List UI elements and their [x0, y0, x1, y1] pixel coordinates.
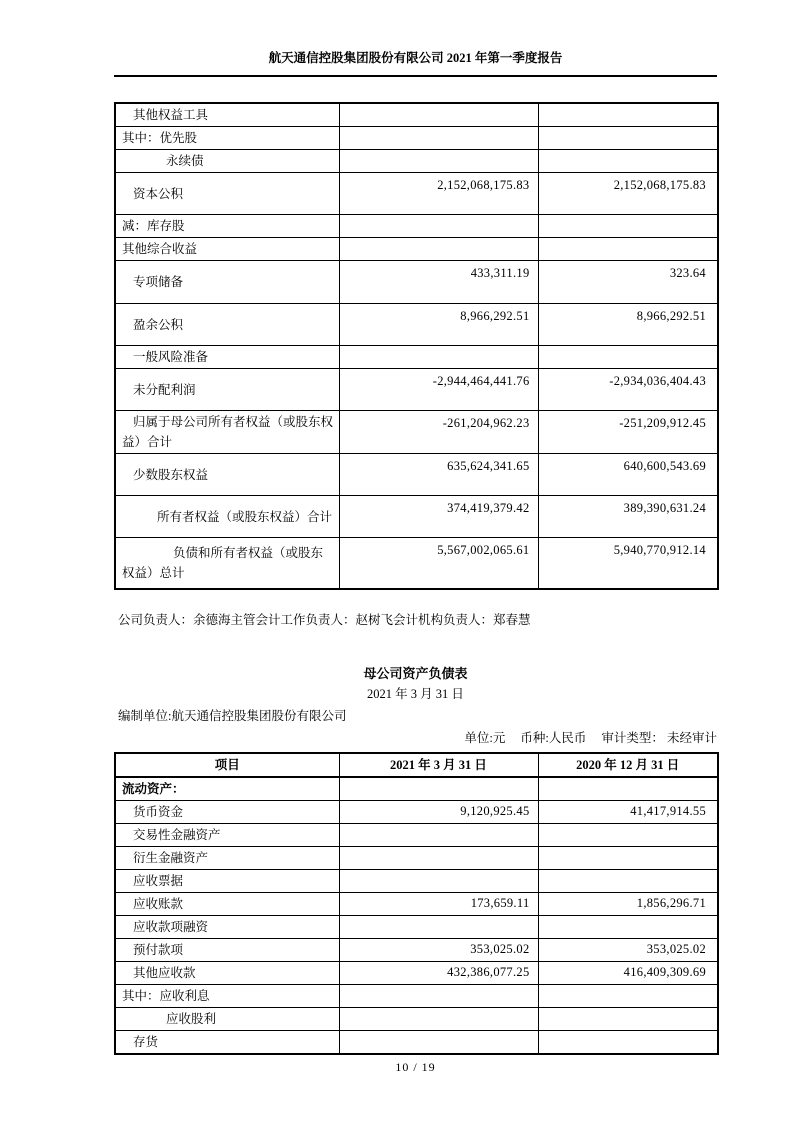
value-2021 [339, 238, 538, 261]
table-row [115, 1007, 718, 1030]
table-header-row [115, 753, 718, 777]
value-2020: 5,940,770,912.14 [538, 538, 718, 589]
value-2020 [538, 984, 718, 1007]
value-2020: 1,856,296.71 [538, 892, 718, 915]
value-2020 [538, 846, 718, 869]
value-2020: 640,600,543.69 [538, 454, 718, 496]
row-label: 交易性金融资产 [115, 823, 339, 846]
value-2021 [339, 150, 538, 173]
value-2021 [339, 777, 538, 801]
row-label: 资本公积 [115, 173, 339, 215]
table-row [115, 173, 718, 215]
unit-label: 单位:元 [464, 730, 506, 745]
row-label: 少数股东权益 [115, 454, 339, 496]
row-label: 应收股利 [115, 1007, 339, 1030]
value-2021 [339, 984, 538, 1007]
row-label: 减：库存股 [115, 215, 339, 238]
table-row [115, 777, 718, 801]
table-row [115, 800, 718, 823]
value-2021: 433,311.19 [339, 261, 538, 304]
value-2021 [339, 127, 538, 150]
row-label: 其中：优先股 [115, 127, 339, 150]
value-2020: 41,417,914.55 [538, 800, 718, 823]
value-2020 [538, 238, 718, 261]
row-label: 专项储备 [115, 261, 339, 304]
table-row [115, 496, 718, 538]
table-row [115, 1030, 718, 1054]
value-2021: 353,025.02 [339, 938, 538, 961]
table-row [115, 103, 718, 127]
column-header-2020: 2020 年 12 月 31 日 [538, 753, 718, 777]
value-2021: 432,386,077.25 [339, 961, 538, 984]
row-label: 其他权益工具 [115, 103, 339, 127]
value-2021 [339, 103, 538, 127]
row-label: 货币资金 [115, 800, 339, 823]
table-row [115, 150, 718, 173]
value-2020 [538, 103, 718, 127]
value-2020 [538, 777, 718, 801]
value-2021: 2,152,068,175.83 [339, 173, 538, 215]
table-row [115, 984, 718, 1007]
value-2020: -2,934,036,404.43 [538, 369, 718, 411]
page-number: 10 / 19 [395, 1059, 436, 1074]
value-2021: 5,567,002,065.61 [339, 538, 538, 589]
table-row [115, 411, 718, 454]
statement-title: 母公司资产负债表 [363, 665, 468, 681]
value-2021 [339, 869, 538, 892]
table-row [115, 938, 718, 961]
currency-label: 币种:人民币 [520, 730, 587, 745]
statement-meta-line [114, 727, 717, 749]
row-label: 所有者权益（或股东权益）合计 [115, 496, 339, 538]
value-2021: 9,120,925.45 [339, 800, 538, 823]
value-2021 [339, 915, 538, 938]
table-row [115, 346, 718, 369]
row-label: 一般风险准备 [115, 346, 339, 369]
page-header-title: 航天通信控股集团股份有限公司 2021 年第一季度报告 [114, 0, 717, 77]
row-label: 应收票据 [115, 869, 339, 892]
value-2021: 635,624,341.65 [339, 454, 538, 496]
signatories-line: 公司负责人：余德海主管会计工作负责人：赵树飞会计机构负责人：郑春慧 [118, 612, 531, 627]
row-label: 衍生金融资产 [115, 846, 339, 869]
row-label: 其他综合收益 [115, 238, 339, 261]
table-row [115, 892, 718, 915]
value-2020: 8,966,292.51 [538, 304, 718, 346]
statement-date: 2021 年 3 月 31 日 [367, 686, 464, 701]
value-2021: 173,659.11 [339, 892, 538, 915]
column-header-2021: 2021 年 3 月 31 日 [339, 753, 538, 777]
value-2021: -2,944,464,441.76 [339, 369, 538, 411]
value-2021 [339, 215, 538, 238]
value-2020 [538, 869, 718, 892]
value-2020 [538, 127, 718, 150]
value-2020 [538, 346, 718, 369]
table-row [115, 823, 718, 846]
table-row [115, 454, 718, 496]
value-2021: 8,966,292.51 [339, 304, 538, 346]
row-label: 永续债 [115, 150, 339, 173]
value-2020 [538, 150, 718, 173]
value-2020: 2,152,068,175.83 [538, 173, 718, 215]
table-row [115, 538, 718, 589]
table-row [115, 304, 718, 346]
value-2021 [339, 823, 538, 846]
row-label: 应收款项融资 [115, 915, 339, 938]
table-row [115, 238, 718, 261]
row-label: 预付款项 [115, 938, 339, 961]
value-2020: 389,390,631.24 [538, 496, 718, 538]
value-2021 [339, 1007, 538, 1030]
equity-table [114, 102, 719, 590]
value-2021 [339, 1030, 538, 1054]
value-2020: -251,209,912.45 [538, 411, 718, 454]
value-2020: 323.64 [538, 261, 718, 304]
row-label: 归属于母公司所有者权益（或股东权益）合计 [115, 411, 339, 454]
row-label: 应收账款 [115, 892, 339, 915]
table-row [115, 915, 718, 938]
row-label: 其中：应收利息 [115, 984, 339, 1007]
row-label: 盈余公积 [115, 304, 339, 346]
value-2021: 374,419,379.42 [339, 496, 538, 538]
table-row [115, 846, 718, 869]
value-2020: 416,409,309.69 [538, 961, 718, 984]
column-header-item: 项目 [115, 753, 339, 777]
value-2020 [538, 215, 718, 238]
table-row [115, 127, 718, 150]
statement-prepared-by: 编制单位:航天通信控股集团股份有限公司 [118, 708, 347, 723]
table-row [115, 369, 718, 411]
audit-type-label: 审计类型： 未经审计 [601, 730, 717, 745]
row-label: 未分配利润 [115, 369, 339, 411]
row-label: 存货 [115, 1030, 339, 1054]
balance-sheet-table [114, 752, 719, 1055]
table-row [115, 215, 718, 238]
row-label: 负债和所有者权益（或股东权益）总计 [115, 538, 339, 589]
value-2020: 353,025.02 [538, 938, 718, 961]
row-label: 其他应收款 [115, 961, 339, 984]
row-label: 流动资产： [115, 777, 339, 801]
value-2021 [339, 346, 538, 369]
value-2020 [538, 915, 718, 938]
value-2021 [339, 846, 538, 869]
value-2020 [538, 1007, 718, 1030]
value-2020 [538, 823, 718, 846]
table-row [115, 869, 718, 892]
value-2020 [538, 1030, 718, 1054]
value-2021: -261,204,962.23 [339, 411, 538, 454]
table-row [115, 961, 718, 984]
table-row [115, 261, 718, 304]
